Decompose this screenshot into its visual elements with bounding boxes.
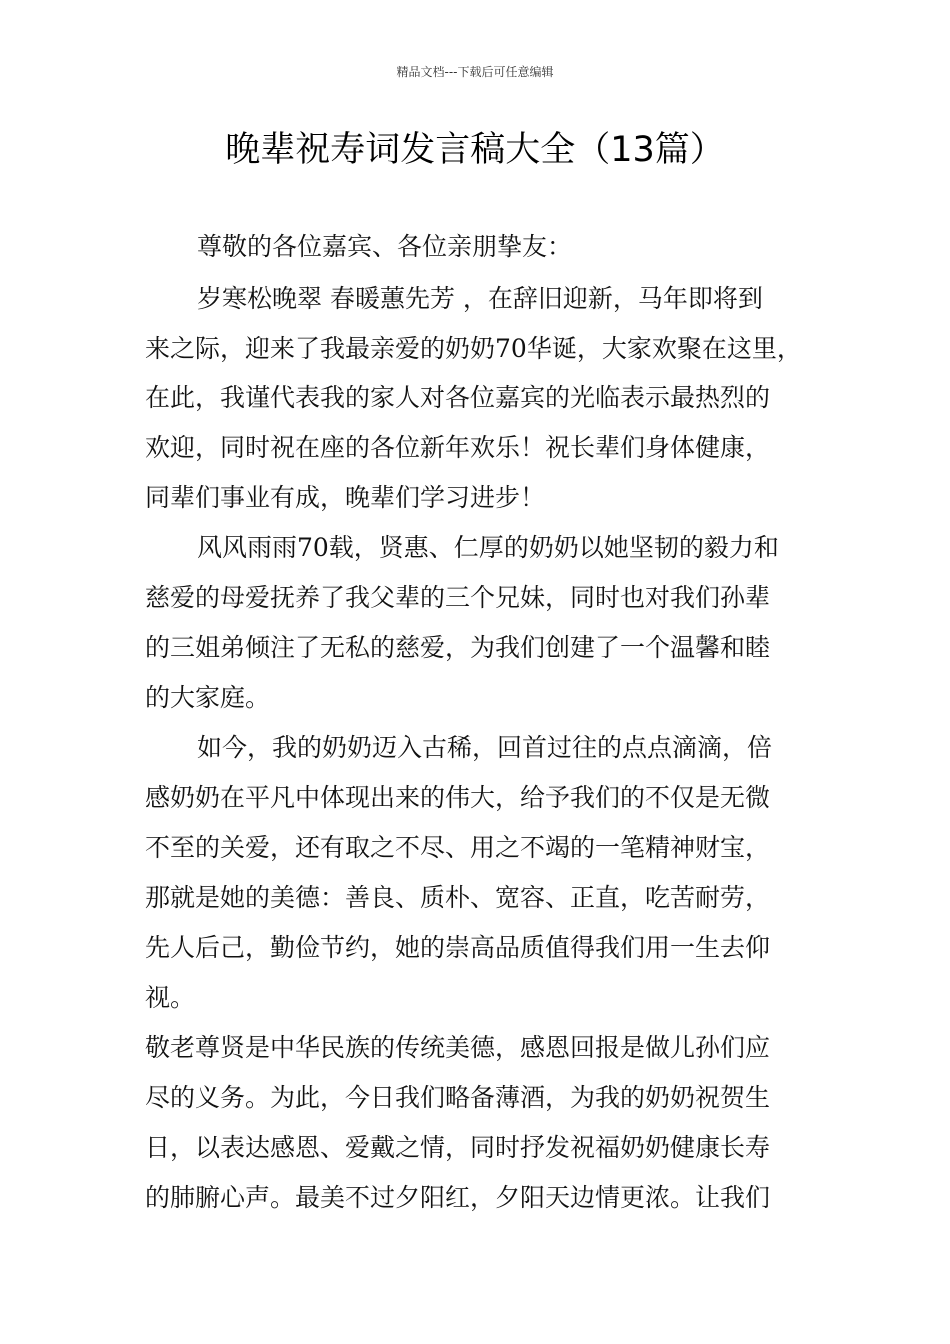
paragraph-line: 日，以表达感恩、爱戴之情，同时抒发祝福奶奶健康长寿 (145, 1133, 771, 1162)
paragraph-line: 敬老尊贤是中华民族的传统美德，感恩回报是做儿孙们应 (145, 1033, 771, 1062)
paragraph-line: 在此，我谨代表我的家人对各位嘉宾的光临表示最热烈的 (145, 383, 771, 412)
paragraph-line: 同辈们事业有成，晚辈们学习进步！ (145, 483, 546, 512)
paragraph-line: 那就是她的美德：善良、质朴、宽容、正直，吃苦耐劳， (145, 883, 771, 912)
paragraph-line: 岁寒松晚翠 春暖蕙先芳 ，在辞旧迎新，马年即将到 (197, 284, 763, 313)
paragraph-line: 如今，我的奶奶迈入古稀，回首过往的点点滴滴，倍 (197, 733, 773, 762)
paragraph-line: 的三姐弟倾注了无私的慈爱，为我们创建了一个温馨和睦 (145, 633, 771, 662)
paragraph-line: 的肺腑心声。最美不过夕阳红，夕阳天边情更浓。让我们 (145, 1183, 771, 1212)
paragraph-line: 慈爱的母爱抚养了我父辈的三个兄妹，同时也对我们孙辈 (145, 583, 771, 612)
paragraph-line: 不至的关爱，还有取之不尽、用之不竭的一笔精神财宝， (145, 833, 771, 862)
paragraph-line: 感奶奶在平凡中体现出来的伟大，给予我们的不仅是无微 (145, 783, 771, 812)
paragraph-line: 欢迎，同时祝在座的各位新年欢乐！祝长辈们身体健康， (145, 433, 771, 462)
paragraph-line: 的大家庭。 (145, 683, 271, 712)
paragraph-line: 尽的义务。为此，今日我们略备薄酒，为我的奶奶祝贺生 (145, 1083, 771, 1112)
document-title: 晚辈祝寿词发言稿大全（13篇） (225, 130, 725, 170)
paragraph-line: 来之际，迎来了我最亲爱的奶奶70华诞，大家欢聚在这里， (145, 334, 802, 363)
paragraph-line: 视。 (145, 983, 196, 1012)
salutation-line: 尊敬的各位嘉宾、各位亲朋挚友： (197, 232, 573, 261)
page-header: 精品文档---下载后可任意编辑 (396, 65, 554, 79)
paragraph-line: 先人后己，勤俭节约，她的崇高品质值得我们用一生去仰 (145, 933, 771, 962)
paragraph-line: 风风雨雨70载，贤惠、仁厚的奶奶以她坚韧的毅力和 (197, 533, 779, 562)
